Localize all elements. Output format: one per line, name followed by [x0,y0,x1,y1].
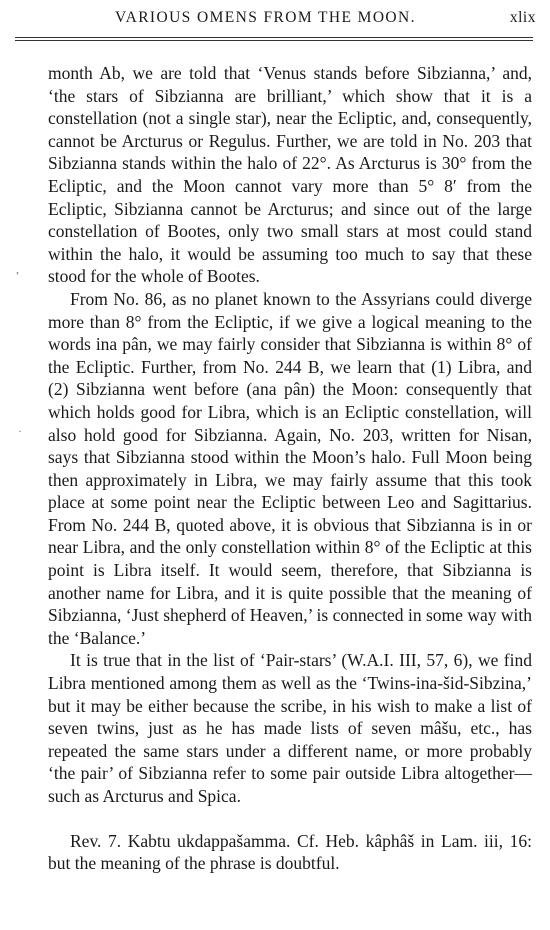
page-number: xlix [509,9,536,26]
paragraph-1: month Ab, we are told that ‘Venus stands before Sibzianna,’ and, ‘the stars of Sibzianna are brilliant,’ which show that it is a constellation (not a single star), near the Ecliptic, and, consequently, cannot be Arcturus or Regulus. Further, we are told in No. 203 that Sibzianna stands within the halo of 22°. As Arcturus is 30° from the Ecliptic, and the Moon cannot vary more than 5° 8′ from the Ecliptic, Sibzianna cannot be Arcturus; and since out of the large constellation of Bootes, only two small stars at most could stand within the halo, it would be assuming too much to say that these stood for the whole of Bootes. [48,63,532,287]
body-text [48,62,532,875]
header-rule [15,37,533,38]
margin-mark: · [18,424,22,438]
header-rule-double [15,40,533,41]
page-header [0,0,550,44]
running-title: VARIOUS OMENS FROM THE MOON. [115,9,416,26]
paragraph-3: It is true that in the list of ‘Pair-stars’ (W.A.I. III, 57, 6), we find Libra mentioned among them as well as the ‘Twins-ina-šid-Sibzina,’ but it may be either because the scribe, in his wish to make a list of seven twins, just as he has made lists of seven mâšu, etc., has repeated the same stars under a different name, or more probably ‘the pair’ of Sibzianna refer to some pair outside Libra altogether—such as Arcturus and Spica. [48,650,532,806]
paragraph-2: From No. 86, as no planet known to the Assyrians could diverge more than 8° from the Ecliptic, if we give a logical meaning to the words ina pân, we may fairly consider that Sibzianna is within 8° of the Ecliptic. Further, from No. 244 B, we learn that (1) Libra, and (2) Sibzianna went before (ana pân) the Moon: consequently that which holds good for Libra, which is an Ecliptic constellation, will also hold good for Sibzianna. Again, No. 203, written for Nisan, says that Sibzianna stood within the Moon’s halo. Full Moon being then approximately in Libra, we may fairly assume that this took place at some point near the Ecliptic between Leo and Sagittarius. From No. 244 B, quoted above, it is obvious that Sibzianna is in or near Libra, and the only constellation within 8° of the Ecliptic at this point is Libra itself. It would seem, therefore, that Sibzianna is another name for Libra, and it is quite possible that the meaning of Sibzianna, ‘Just shepherd of Heaven,’ is connected in some way with the ‘Balance.’ [48,288,532,648]
margin-mark: , [16,262,19,276]
reverse-note: Rev. 7. Kabtu ukdappašamma. Cf. Heb. kâphâš in Lam. iii, 16: but the meaning of the phrase is doubtful. [48,830,532,874]
